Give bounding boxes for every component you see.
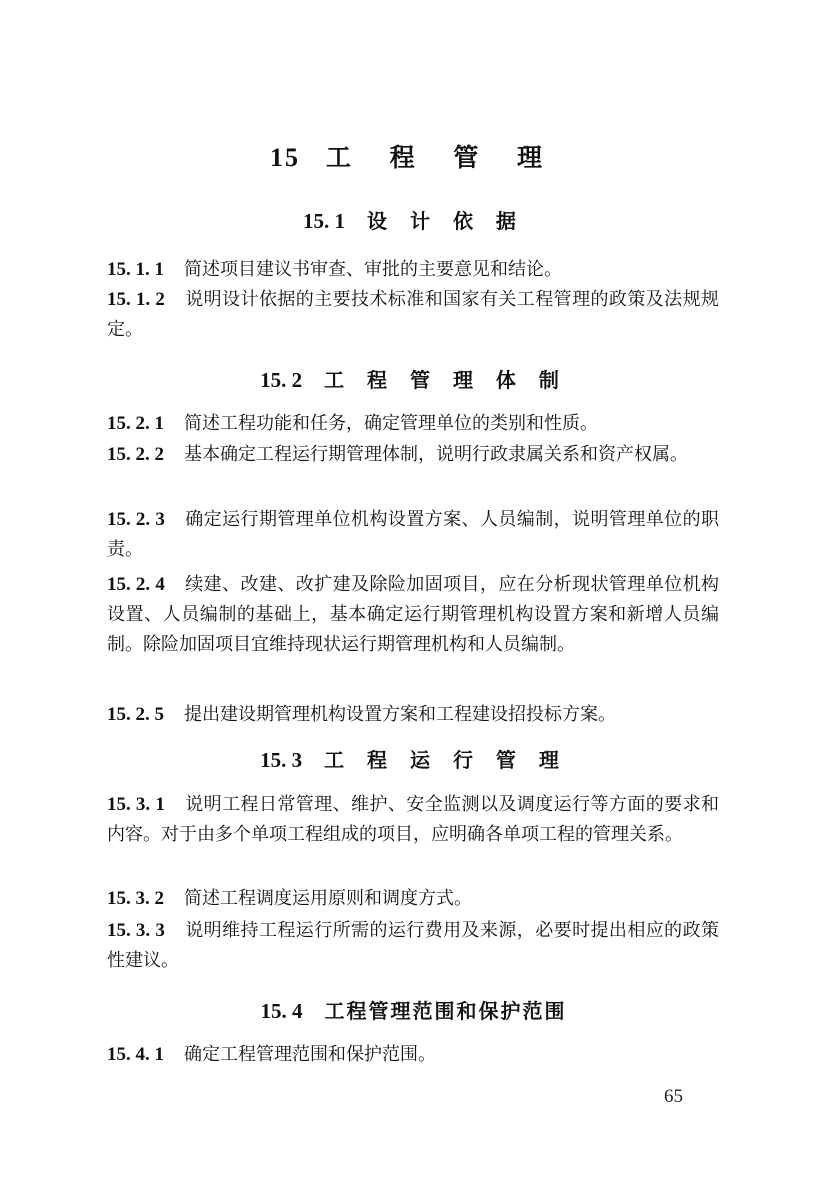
clause-text: 续建、改建、改扩建及除险加固项目，应在分析现状管理单位机构设置、人员编制的基础上，基本确定运行期管理机构设置方案和新增人员编制。除险加固项目宜维持现状运行期管理机构和人员编制。 — [107, 574, 720, 655]
section-title-text: 工 程 运 行 管 理 — [324, 748, 567, 772]
clause-text: 确定工程管理范围和保护范围。 — [184, 1044, 436, 1065]
clause-number: 15. 3. 1 — [107, 794, 165, 815]
clause-number: 15. 3. 3 — [107, 920, 165, 941]
clause-15-4-1 — [107, 1040, 719, 1070]
clause-number: 15. 1. 2 — [107, 289, 165, 310]
section-number: 15. 2 — [260, 368, 303, 392]
clause-15-2-3 — [107, 505, 719, 565]
page-number: 65 — [664, 1086, 683, 1107]
section-number: 15. 4 — [260, 999, 303, 1023]
clause-text: 简述工程调度运用原则和调度方式。 — [184, 888, 472, 909]
clause-number: 15. 1. 1 — [107, 259, 164, 280]
clause-15-3-2 — [107, 884, 719, 914]
clause-text: 简述项目建议书审查、审批的主要意见和结论。 — [184, 259, 562, 280]
clause-15-2-4 — [107, 570, 719, 660]
chapter-title-text: 工 程 管 理 — [325, 143, 558, 172]
clause-text: 说明维持工程运行所需的运行费用及来源，必要时提出相应的政策性建议。 — [107, 920, 720, 971]
chapter-number: 15 — [269, 143, 300, 172]
clause-text: 基本确定工程运行期管理体制，说明行政隶属关系和资产权属。 — [184, 444, 688, 465]
clause-15-2-1 — [107, 409, 719, 439]
section-number: 15. 1 — [303, 209, 346, 233]
clause-text: 确定运行期管理单位机构设置方案、人员编制，说明管理单位的职责。 — [107, 509, 720, 560]
clause-15-1-1 — [107, 255, 719, 285]
clause-number: 15. 2. 3 — [107, 509, 165, 530]
section-title-text: 设 计 依 据 — [367, 209, 524, 233]
clause-text: 说明设计依据的主要技术标准和国家有关工程管理的政策及法规规定。 — [107, 289, 720, 340]
clause-number: 15. 2. 1 — [107, 413, 164, 434]
clause-number: 15. 3. 2 — [107, 888, 164, 909]
clause-15-2-2 — [107, 440, 719, 470]
clause-number: 15. 4. 1 — [107, 1044, 164, 1065]
section-title-15-4 — [0, 995, 827, 1024]
section-number: 15. 3 — [260, 748, 303, 772]
clause-15-3-1 — [107, 790, 719, 850]
section-title-15-1 — [0, 205, 827, 234]
section-title-text: 工程管理范围和保护范围 — [324, 999, 567, 1023]
section-title-15-2 — [0, 364, 827, 393]
clause-15-1-2 — [107, 285, 719, 345]
chapter-title — [0, 138, 827, 174]
clause-text: 简述工程功能和任务，确定管理单位的类别和性质。 — [184, 413, 598, 434]
clause-number: 15. 2. 4 — [107, 574, 165, 595]
section-title-15-3 — [0, 744, 827, 773]
clause-15-2-5 — [107, 700, 719, 730]
clause-text: 提出建设期管理机构设置方案和工程建设招投标方案。 — [184, 704, 616, 725]
clause-15-3-3 — [107, 916, 719, 976]
clause-number: 15. 2. 2 — [107, 444, 164, 465]
clause-number: 15. 2. 5 — [107, 704, 164, 725]
section-title-text: 工 程 管 理 体 制 — [324, 368, 567, 392]
clause-text: 说明工程日常管理、维护、安全监测以及调度运行等方面的要求和内容。对于由多个单项工程组成的项目，应明确各单项工程的管理关系。 — [107, 794, 720, 845]
